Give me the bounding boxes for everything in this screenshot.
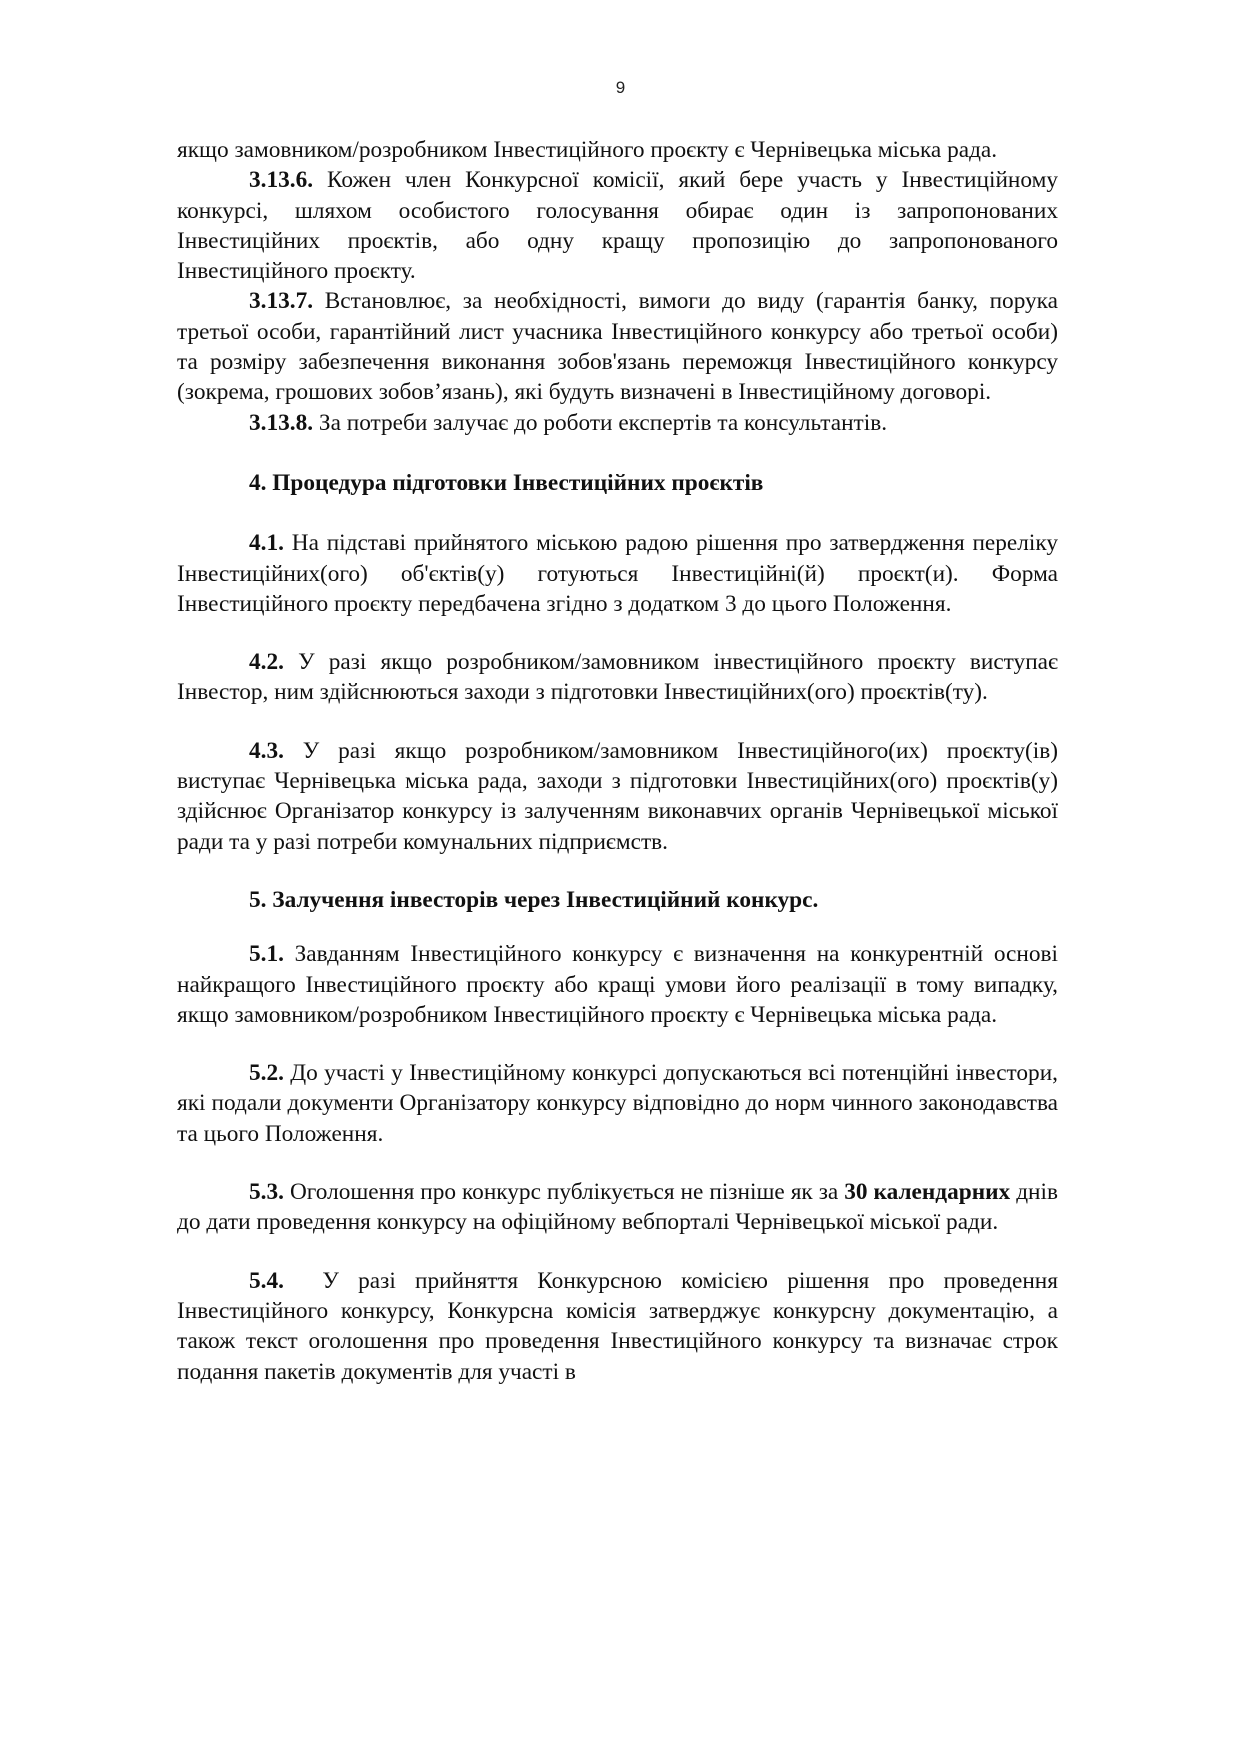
clause-number: 5.1. [249, 941, 284, 968]
paragraph-text: У разі прийняття Конкурсною комісією рішення про проведення Інвестиційного конкурсу, Конкурсна комісія затверджує конкурсну документацію, а також текст оголошення про проведення Інвестиційного конкурсу та визначає строк подання пакетів документів для участі в [177, 1267, 1064, 1385]
emphasis-deadline: 30 календарних [844, 1179, 1011, 1206]
paragraph-text: якщо замовником/розробником Інвестиційного проєкту є Чернівецька міська рада. [177, 137, 998, 163]
document-body [177, 135, 1064, 1387]
paragraph-continuation [177, 135, 1058, 165]
paragraph-text: У разі якщо розробником/замовником Інвестиційного(их) проєкту(ів) виступає Чернівецька міська рада, заходи з підготовки Інвестиційних(ого) проєктів(у) здійснює Організатор конкурсу із залученням виконавчих органів Чернівецької міської ради та у разі потреби комунальних підприємств. [177, 737, 1058, 855]
paragraph-text: За потреби залучає до роботи експертів та консультантів. [313, 409, 888, 436]
paragraph-3-13-7 [177, 286, 1058, 407]
spacer [177, 498, 1058, 528]
clause-number: 3.13.7. [249, 288, 314, 315]
spacer [177, 708, 1058, 736]
paragraph-4-2 [177, 647, 1058, 708]
paragraph-text: Кожен член Конкурсної комісії, який бере участь у Інвестиційному конкурсі, шляхом особистого голосування обирає один із запропонованих Інвестиційних проєктів, або одну кращу пропозицію до запропонованого Інвестиційного проєкту. [177, 167, 1058, 285]
paragraph-5-2 [177, 1058, 1058, 1149]
spacer [177, 438, 1058, 468]
section-heading-4: 4. Процедура підготовки Інвестиційних проєктів [249, 469, 764, 496]
clause-number: 5.4. [249, 1267, 284, 1294]
section-heading-5: 5. Залучення інвесторів через Інвестиційний конкурс. [249, 886, 819, 913]
clause-number: 4.3. [249, 737, 284, 764]
paragraph-text: Встановлює, за необхідності, вимоги до виду (гарантія банку, порука третьої особи, гарантійний лист учасника Інвестиційного конкурсу або третьої особи) та розміру забезпечення виконання зобов'язань переможця Інвестиційного конкурсу (зокрема, грошових зобов’язань), які будуть визначені в Інвестиційному договорі. [177, 288, 1058, 406]
spacer [177, 915, 1058, 939]
clause-number: 4.1. [249, 530, 284, 557]
paragraph-text: На підставі прийнятого міською радою рішення про затвердження переліку Інвестиційних(ого) об'єктів(у) готуються Інвестиційні(й) проєкт(и). Форма Інвестиційного проєкту передбачена згідно з додатком 3 до цього Положення. [177, 530, 1058, 617]
clause-number: 5.2. [249, 1060, 284, 1087]
spacer [177, 619, 1058, 647]
spacer [177, 1030, 1058, 1058]
page-number: 9 [615, 78, 626, 97]
paragraph-5-4 [177, 1266, 1064, 1387]
paragraph-4-3 [177, 736, 1058, 857]
paragraph-text: У разі якщо розробником/замовником інвестиційного проєкту виступає Інвестор, ним здійснюються заходи з підготовки Інвестиційних(ого) проєктів(ту). [177, 649, 1058, 706]
clause-number: 4.2. [249, 649, 284, 676]
paragraph-text: Оголошення про конкурс публікується не пізніше як за [283, 1179, 845, 1206]
paragraph-text: До участі у Інвестиційному конкурсі допускаються всі потенційні інвестори, які подали документи Організатору конкурсу відповідно до норм чинного законодавства та цього Положення. [177, 1060, 1058, 1147]
paragraph-4-1 [177, 528, 1058, 619]
paragraph-text: Завданням Інвестиційного конкурсу є визначення на конкурентній основі найкращого Інвестиційного проєкту або кращі умови його реалізації в тому випадку, якщо замовником/розробником Інвестиційного проєкту є Чернівецька міська рада. [177, 941, 1058, 1028]
paragraph-3-13-6 [177, 165, 1058, 286]
spacer [177, 1149, 1058, 1177]
paragraph-3-13-8 [177, 408, 1058, 438]
paragraph-5-1 [177, 939, 1058, 1030]
clause-number: 3.13.6. [249, 167, 314, 194]
paragraph-text: днів до дати проведення конкурсу на офіційному вебпорталі Чернівецької міської ради. [177, 1179, 1058, 1236]
clause-number: 5.3. [249, 1179, 284, 1206]
paragraph-5-3 [177, 1177, 1058, 1238]
spacer [177, 857, 1058, 885]
clause-number: 3.13.8. [249, 409, 314, 436]
spacer [177, 1238, 1058, 1266]
